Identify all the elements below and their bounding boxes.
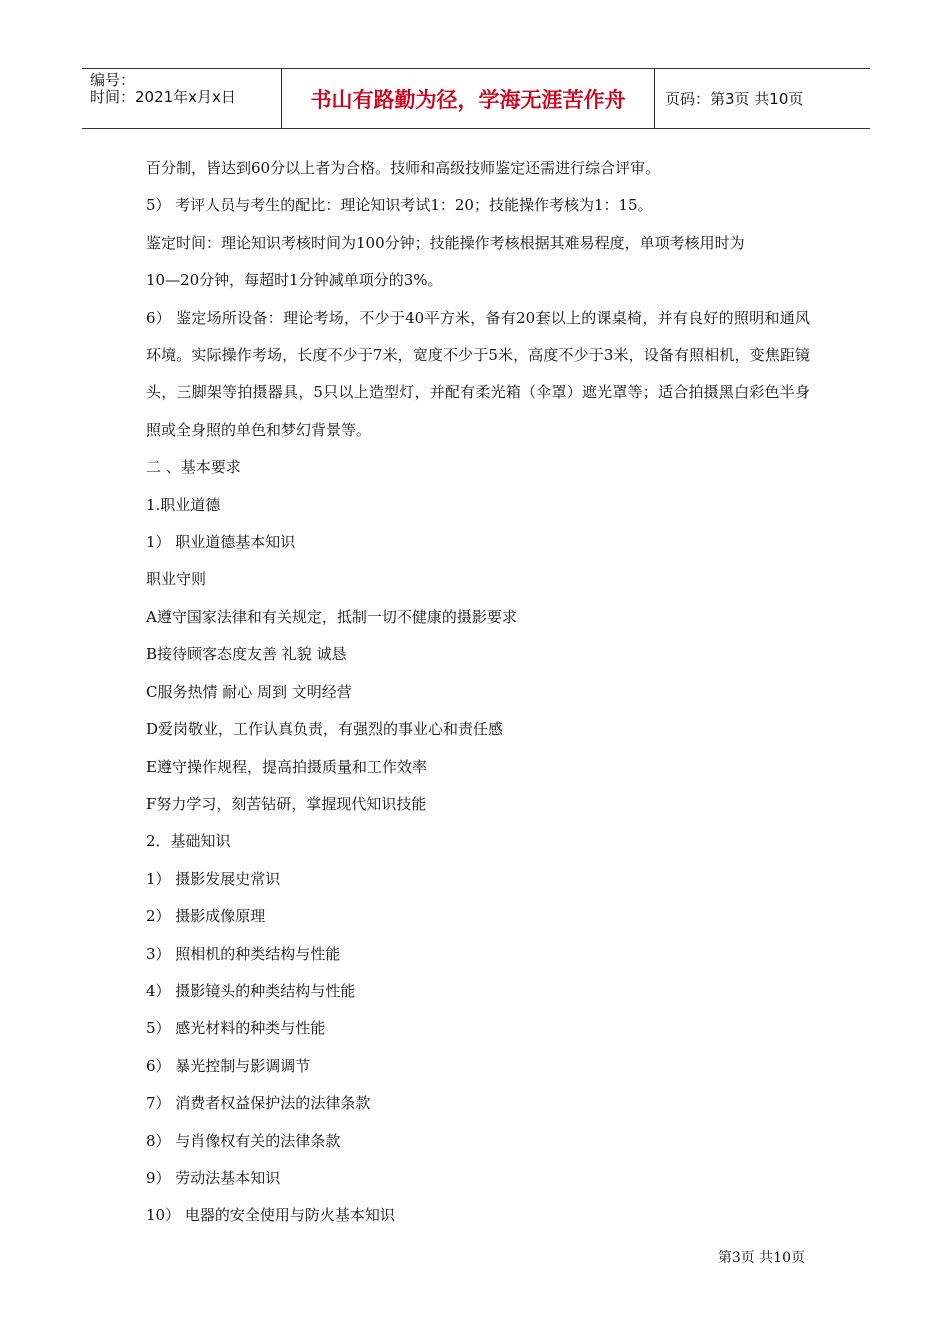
list-item: B接待顾客态度友善 礼貌 诚恳 [146, 645, 347, 664]
list-item: C服务热情 耐心 周到 文明经营 [146, 682, 352, 701]
list-item: F努力学习，刻苦钻研，掌握现代知识技能 [146, 794, 427, 813]
section-heading: 二 、基本要求 [146, 458, 241, 477]
document-time: 时间：2021年x月x日 [90, 88, 236, 106]
footer-page-number: 第3页 共10页 [717, 1250, 805, 1266]
list-item: 1） 摄影发展史常识 [146, 869, 281, 888]
document-number: 编号： [90, 71, 136, 89]
header-motto: 书山有路勤为径，学海无涯苦作舟 [310, 87, 626, 112]
page-header [82, 68, 870, 129]
header-meta [82, 69, 282, 128]
list-item: 8） 与肖像权有关的法律条款 [146, 1131, 341, 1150]
body-line: 鉴定时间：理论知识考核时间为100分钟；技能操作考核根据其难易程度，单项考核用时为 [146, 233, 745, 252]
list-item: 6） 暴光控制与影调调节 [146, 1056, 311, 1075]
body-paragraph: 6） 鉴定场所设备：理论考场，不少于40平方米，备有20套以上的课桌椅，并有良好的照明和通风环境。实际操作考场，长度不少于7米，宽度不少于5米，高度不少于3米，设备有照相机，变焦距镜头，三脚架等拍摄器具，5只以上造型灯，并配有柔光箱（伞罩）遮光罩等；适合拍摄黑白彩色半身照或全身照的单色和梦幻背景等。 [146, 308, 810, 439]
body-line: 5） 考评人员与考生的配比：理论知识考试1：20；技能操作考核为1：15。 [146, 196, 653, 215]
list-item: 2） 摄影成像原理 [146, 907, 266, 926]
list-item: 7） 消费者权益保护法的法律条款 [146, 1094, 371, 1113]
body-line: 百分制，皆达到60分以上者为合格。技师和高级技师鉴定还需进行综合评审。 [146, 159, 661, 177]
document-body [146, 150, 810, 1235]
page-footer [718, 1247, 805, 1267]
list-item: A遵守国家法律和有关规定，抵制一切不健康的摄影要求 [146, 607, 517, 626]
body-line: 10—20分钟，每超时1分钟减单项分的3%。 [146, 271, 443, 290]
body-line: 职业守则 [146, 570, 207, 589]
list-item: E遵守操作规程，提高拍摄质量和工作效率 [146, 757, 427, 776]
list-item: 9） 劳动法基本知识 [146, 1168, 281, 1187]
header-page-cell [655, 69, 870, 128]
subsection-heading: 1.职业道德 [146, 495, 221, 514]
header-motto-cell [282, 69, 655, 128]
list-item: 3） 照相机的种类结构与性能 [146, 944, 341, 963]
list-item: 10） 电器的安全使用与防火基本知识 [146, 1206, 395, 1225]
body-line: 1） 职业道德基本知识 [146, 533, 296, 552]
list-item: D爱岗敬业，工作认真负责，有强烈的事业心和责任感 [146, 720, 504, 739]
list-item: 4） 摄影镜头的种类结构与性能 [146, 981, 356, 1000]
header-page-number: 页码：第3页 共10页 [665, 90, 804, 108]
subsection-heading: 2．基础知识 [146, 832, 231, 851]
list-item: 5） 感光材料的种类与性能 [146, 1019, 326, 1038]
